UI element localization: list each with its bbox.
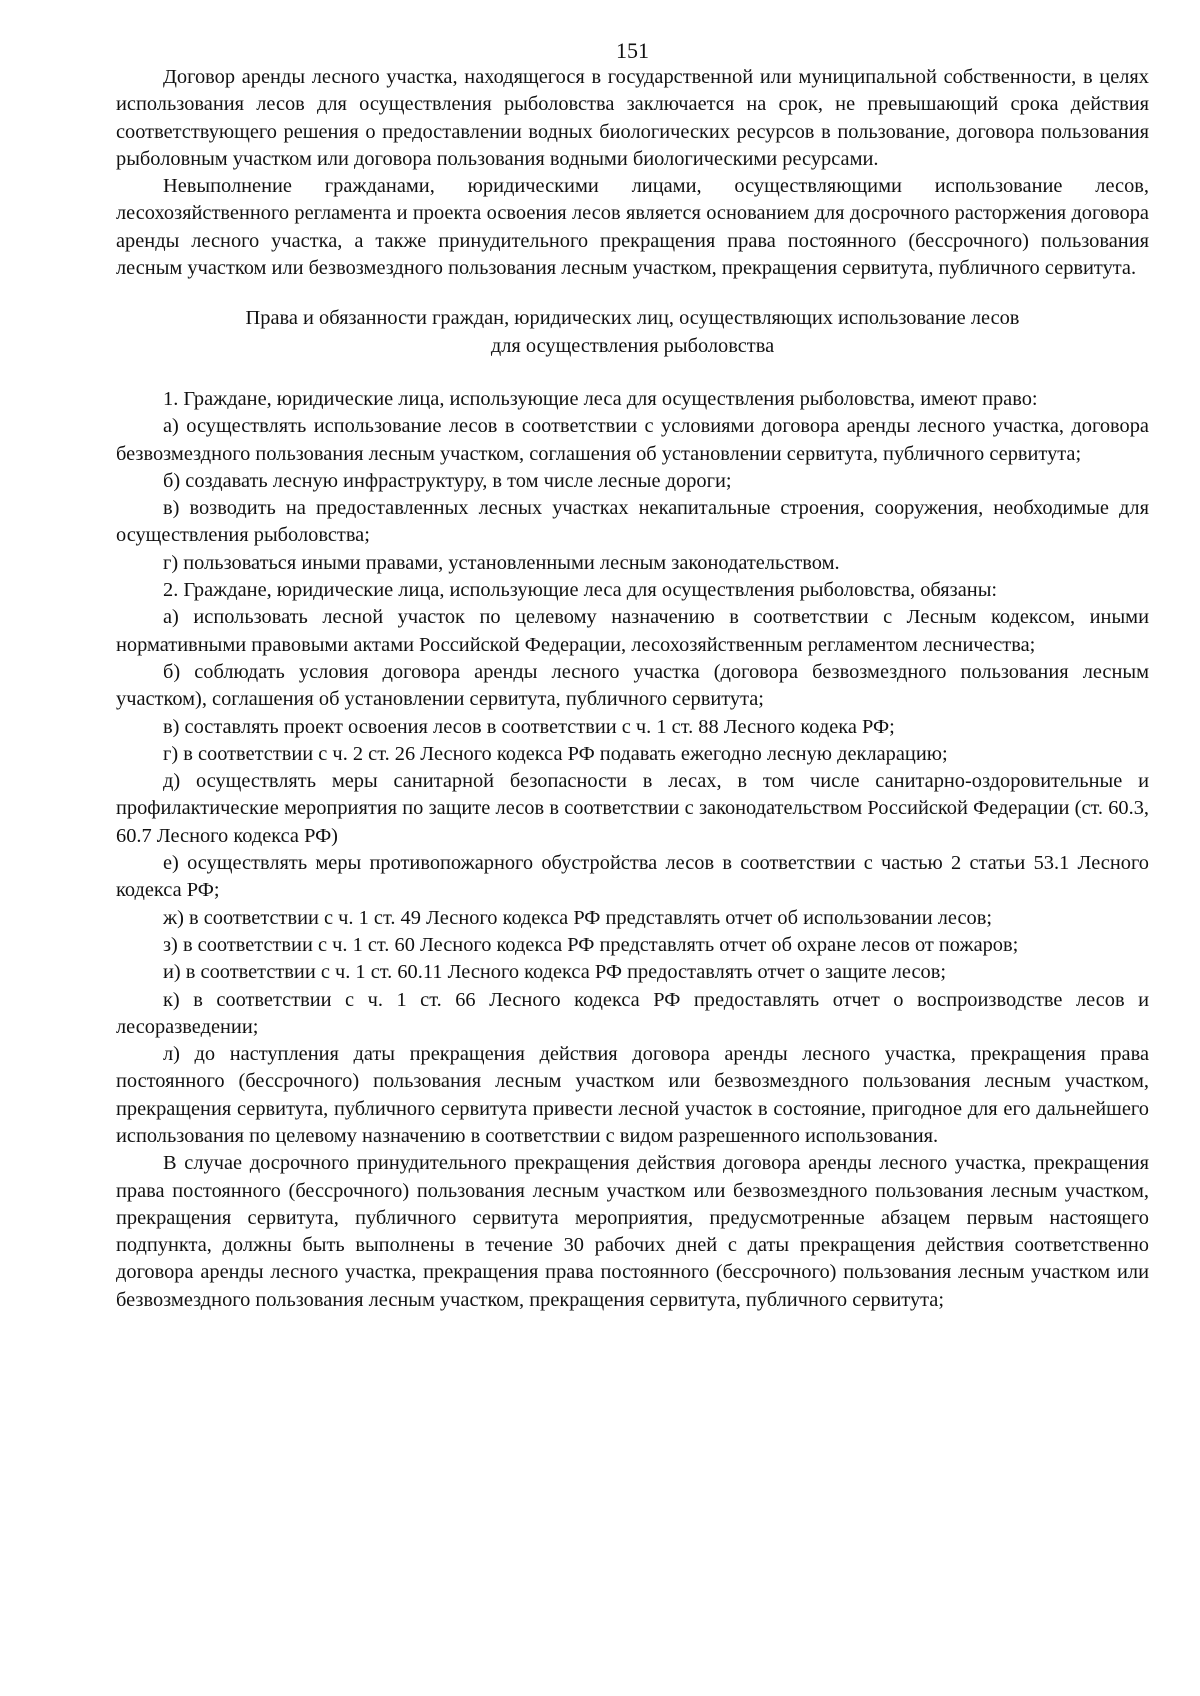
- paragraph-right-a: а) осуществлять использование лесов в соответствии с условиями договора аренды лесного участка, договора безвозмездного пользования лесным участком, соглашения об установлении сервитута, публичного сервитута;: [116, 415, 1149, 465]
- section-title-line-1: Права и обязанности граждан, юридических лиц, осуществляющих использование лесов: [245, 307, 1020, 330]
- paragraph-duty-i: и) в соответствии с ч. 1 ст. 60.11 Лесного кодекса РФ предоставлять отчет о защите лесов;: [163, 961, 947, 984]
- paragraph-duty-b: б) соблюдать условия договора аренды лесного участка (договора безвозмездного пользования лесным участком), соглашения об установлении сервитута, публичного сервитута;: [116, 660, 1149, 711]
- paragraph-duty-g: г) в соответствии с ч. 2 ст. 26 Лесного кодекса РФ подавать ежегодно лесную декларацию;: [163, 742, 948, 765]
- paragraph-duties-intro: 2. Граждане, юридические лица, использующие леса для осуществления рыболовства, обязаны:: [163, 579, 998, 602]
- paragraph-duty-e: е) осуществлять меры противопожарного обустройства лесов в соответствии с частью 2 статьи 53.1 Лесного кодекса РФ;: [116, 852, 1149, 902]
- page-number: 151: [616, 38, 649, 63]
- paragraph-early-termination: В случае досрочного принудительного прекращения действия договора аренды лесного участка, прекращения права постоянного (бессрочного) пользования лесным участком или безвозмездного пользования лесным участком, прекращения сервитута, публичного сервитута мероприятия, предусмотренные абзацем первым настоящего подпункта, должны быть выполнены в течение 30 рабочих дней с даты прекращения действия соответственно договора аренды лесного участка, прекращения права постоянного (бессрочного) пользования лесным участком или безвозмездного пользования лесным участком, прекращения сервитута, публичного сервитута;: [116, 1152, 1149, 1311]
- paragraph-duty-z: з) в соответствии с ч. 1 ст. 60 Лесного кодекса РФ представлять отчет об охране лесов от пожаров;: [163, 933, 1019, 956]
- paragraph-lease-term: Договор аренды лесного участка, находящегося в государственной или муниципальной собственности, в целях использования лесов для осуществления рыболовства заключается на срок, не превышающий срока действия соответствующего решения о предоставлении водных биологических ресурсов в пользование, договора пользования рыболовным участком или договора пользования водными биологическими ресурсами.: [116, 66, 1149, 170]
- paragraph-duty-k: к) в соответствии с ч. 1 ст. 66 Лесного кодекса РФ предоставлять отчет о воспроизводстве лесов и лесоразведении;: [116, 988, 1149, 1038]
- paragraph-right-v: в) возводить на предоставленных лесных участках некапитальные строения, сооружения, необходимые для осуществления рыболовства;: [116, 497, 1149, 547]
- paragraph-right-g: г) пользоваться иными правами, установленными лесным законодательством.: [163, 551, 840, 574]
- section-title: [116, 305, 1149, 360]
- paragraph-duty-a: а) использовать лесной участок по целевому назначению в соответствии с Лесным кодексом, иными нормативными правовыми актами Российской Федерации, лесохозяйственным регламентом лесничества;: [116, 606, 1149, 656]
- paragraph-duty-l: л) до наступления даты прекращения действия договора аренды лесного участка, прекращения права постоянного (бессрочного) пользования лесным участком или безвозмездного пользования лесным участком, прекращения сервитута, публичного сервитута привести лесной участок в состояние, пригодное для его дальнейшего использования по целевому назначению в соответствии с видом разрешенного использования.: [116, 1043, 1149, 1147]
- paragraph-rights-intro: 1. Граждане, юридические лица, использующие леса для осуществления рыболовства, имеют право:: [163, 387, 1038, 410]
- section-title-line-2: для осуществления рыболовства: [490, 334, 775, 357]
- paragraph-duty-d: д) осуществлять меры санитарной безопасности в лесах, в том числе санитарно-оздоровительные и профилактические мероприятия по защите лесов в соответствии с законодательством Российской Федерации (ст. 60.3, 60.7 Лесного кодекса РФ): [116, 770, 1149, 847]
- paragraph-non-compliance: Невыполнение гражданами, юридическими лицами, осуществляющими использование лесов, лесохозяйственного регламента и проекта освоения лесов является основанием для досрочного расторжения договора аренды лесного участка, а также принудительного прекращения права постоянного (бессрочного) пользования лесным участком или безвозмездного пользования лесным участком, прекращения сервитута, публичного сервитута.: [116, 175, 1149, 280]
- paragraph-duty-v: в) составлять проект освоения лесов в соответствии с ч. 1 ст. 88 Лесного кодека РФ;: [163, 715, 895, 738]
- document-page: [116, 38, 1149, 1314]
- paragraph-right-b: б) создавать лесную инфраструктуру, в том числе лесные дороги;: [163, 469, 732, 492]
- paragraph-duty-zh: ж) в соответствии с ч. 1 ст. 49 Лесного кодекса РФ представлять отчет об использовании лесов;: [163, 906, 993, 929]
